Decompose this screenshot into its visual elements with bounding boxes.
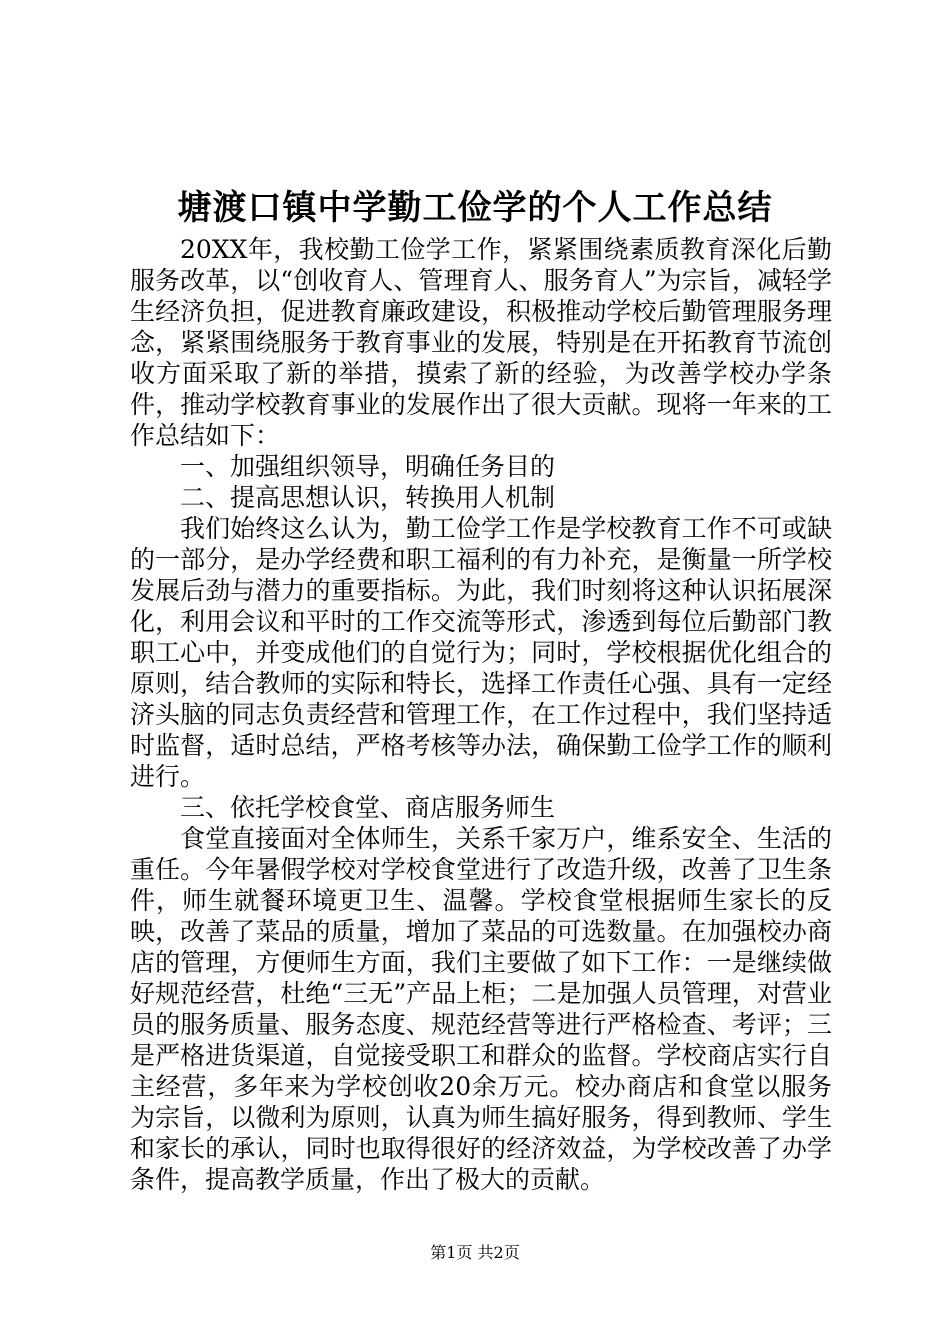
page-footer: 第1页 共2页: [430, 1243, 520, 1262]
paragraph-section-2: 我们始终这么认为，勤工俭学工作是学校教育工作不可或缺的一部分，是办学经费和职工福利的有力补充，是衡量一所学校发展后劲与潜力的重要指标。为此，我们时刻将这种认识拓展深化，利用会议和平时的工作交流等形式，渗透到每位后勤部门教职工心中，并变成他们的自觉行为；同时，学校根据优化组合的原则，结合教师的实际和特长，选择工作责任心强、具有一定经济头脑的同志负责经营和管理工作，在工作过程中，我们坚持适时监督，适时总结，严格考核等办法，确保勤工俭学工作的顺利进行。: [130, 514, 832, 791]
section-heading-3: 三、依托学校食堂、商店服务师生: [180, 793, 556, 822]
document-title: 塘渡口镇中学勤工俭学的个人工作总结: [177, 188, 773, 228]
document-body: [130, 234, 832, 1195]
section-heading-1: 一、加强组织领导，明确任务目的: [180, 452, 556, 481]
section-heading-2: 二、提高思想认识，转换用人机制: [180, 483, 556, 512]
paragraph-section-3: 食堂直接面对全体师生，关系千家万户，维系安全、生活的重任。今年暑假学校对学校食堂进行了改造升级，改善了卫生条件，师生就餐环境更卫生、温馨。学校食堂根据师生家长的反映，改善了菜品的质量，增加了菜品的可选数量。在加强校办商店的管理，方便师生方面，我们主要做了如下工作：一是继续做好规范经营，杜绝“三无”产品上柜；二是加强人员管理，对营业员的服务质量、服务态度、规范经营等进行严格检查、考评；三是严格进货渠道，自觉接受职工和群众的监督。学校商店实行自主经营，多年来为学校创收20余万元。校办商店和食堂以服务为宗旨，以微利为原则，认真为师生搞好服务，得到教师、学生和家长的承认，同时也取得很好的经济效益，为学校改善了办学条件，提高教学质量，作出了极大的贡献。: [130, 824, 832, 1194]
paragraph-intro: 20XX年，我校勤工俭学工作，紧紧围绕素质教育深化后勤服务改革，以“创收育人、管理育人、服务育人”为宗旨，减轻学生经济负担，促进教育廉政建设，积极推动学校后勤管理服务理念，紧紧围绕服务于教育事业的发展，特别是在开拓教育节流创收方面采取了新的举措，摸索了新的经验，为改善学校办学条件，推动学校教育事业的发展作出了很大贡献。现将一年来的工作总结如下：: [130, 235, 832, 450]
